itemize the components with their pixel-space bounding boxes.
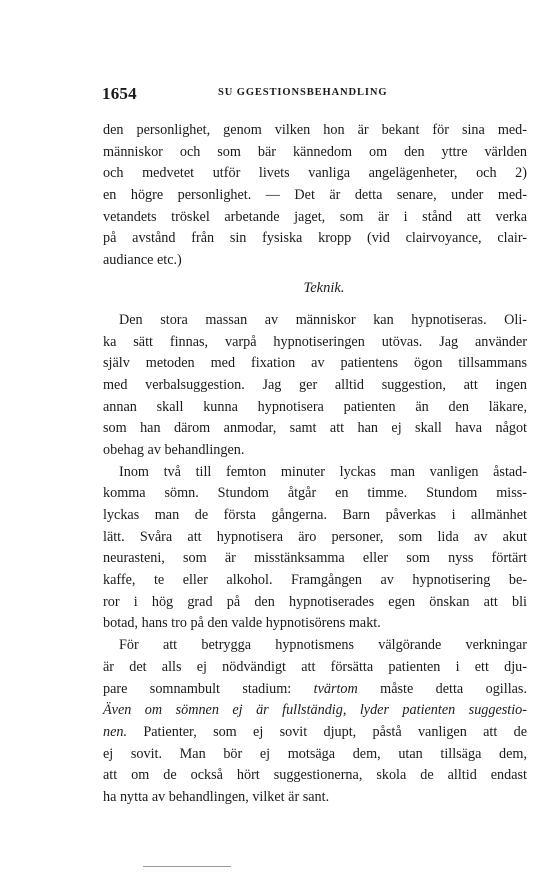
text-line: själv metoden med fixation av patientens ögon tillsammans [103,355,527,372]
text-line: ej sovit. Man bör ej motsäga dem, utan tillsäga dem, [103,745,527,762]
text-run: måste detta ogillas. [357,680,527,697]
text-line [103,722,527,744]
text-line: audiance etc.) [103,252,182,269]
body-text [103,120,527,809]
text-line: kaffe, te eller alkohol. Framgången av hypnotisering be- [103,572,527,589]
paragraph-4 [103,635,527,809]
section-heading: Teknik. [303,279,345,296]
text-line: ha nytta av behandlingen, vilket är sant. [103,788,330,805]
text-line: med verbalsuggestion. Jag ger alltid suggestion, att ingen [103,376,527,393]
text-line: ror i hög grad på den hypnotiserades egen önskan att bli [103,593,527,610]
text-line: obehag av behandlingen. [103,441,245,458]
text-run: Patienter, som ej sovit djupt, påstå vanligen att de [127,723,527,740]
text-line: vetandets tröskel arbetande jaget, som är i stånd att verka [103,208,527,225]
text-line: ka sätt finnas, varpå hypnotiseringen utövas. Jag använder [103,333,527,350]
text-line: att om de också hört suggestionerna, skola de alltid endast [103,767,527,784]
text-line: Den stora massan av människor kan hypnotiseras. Oli- [119,311,527,328]
text-line [103,679,527,701]
text-line: på avstånd från sin fysiska kropp (vid clairvoyance, clair- [103,230,527,247]
text-line: komma sömn. Stundom åtgår en timme. Stundom miss- [103,485,527,502]
text-run: pare somnambult stadium: [103,680,314,697]
paragraph-3 [103,462,527,636]
emphasis-text: tvärtom [313,680,358,697]
text-line: lätt. Svåra att hypnotisera äro personer, som lida av akut [103,528,527,545]
text-line: är det alls ej nödvändigt att försätta patienten i ett dju- [103,658,527,675]
page-number: 1654 [102,84,137,103]
paragraph-1 [103,120,527,272]
emphasis-text: nen. [103,723,128,740]
text-line: lyckas man de första gångerna. Barn påverkas i allmänhet [103,507,527,523]
page-header [102,84,522,108]
text-line: den personlighet, genom vilken hon är bekant för sina med- [103,122,527,138]
text-line: annan skall kunna hypnotisera patienten än den läkare, [103,398,527,415]
text-line: som han därom anmodar, samt att han ej skall hava något [103,420,527,437]
text-line: Inom två till femton minuter lyckas man vanligen åstad- [119,463,527,480]
footer-rule [143,866,231,867]
emphasis-line: Även om sömnen ej är fullständig, lyder patienten suggestio- [103,702,527,719]
text-line: botad, hans tro på den valde hypnotisörens makt. [103,615,381,632]
text-line: neurasteni, som är misstänksamma eller som nyss förtärt [103,550,527,567]
running-head: SU GGESTIONSBEHANDLING [218,87,388,98]
paragraph-2 [103,310,527,462]
text-line: människor och som bär kännedom om den yttre världen [103,143,527,160]
text-line: en högre personlighet. — Det är detta senare, under med- [103,187,527,204]
text-line: och medvetet utför livets vanliga angelägenheter, och 2) [103,165,527,182]
text-line: För att betrygga hypnotismens välgörande verkningar [119,637,527,654]
